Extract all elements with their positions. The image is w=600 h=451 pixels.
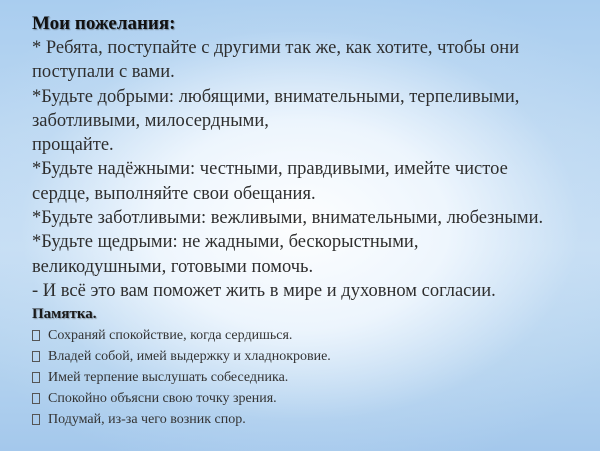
memo-item [32,325,596,346]
wish-line: поступали с вами. [32,62,175,83]
wish-line: *Будьте щедрыми: не жадными, бескорыстными, [32,232,419,253]
wish-line: * Ребята, поступайте с другими так же, как хотите, чтобы они [32,38,520,58]
wish-line: прощайте. [32,135,114,156]
bullet-box-icon [32,330,40,341]
wishes-title: Мои пожелания: [32,13,176,34]
wish-line: заботливыми, милосердными, [32,110,269,131]
wish-line: *Будьте заботливыми: вежливыми, внимательными, любезными. [32,208,544,229]
wish-line: великодушными, готовыми помочь. [32,256,314,277]
bullet-box-icon [32,372,40,383]
memo-item-text: Владей собой, имей выдержку и хладнокровие. [48,349,331,365]
bullet-box-icon [32,351,40,362]
wishes-text [32,36,596,303]
memo-item-text: Сохраняй спокойствие, когда сердишься. [48,328,293,344]
memo-title: Памятка. [32,306,97,323]
wish-line: *Будьте надёжными: честными, правдивыми, имейте чистое [32,159,508,180]
slide-content [32,12,596,430]
memo-item [32,409,596,430]
bullet-box-icon [32,393,40,404]
wish-line: *Будьте добрыми: любящими, внимательными, терпеливыми, [32,86,520,107]
memo-item-text: Имей терпение выслушать собеседника. [48,370,289,386]
wish-line: сердце, выполняйте свои обещания. [32,183,316,204]
memo-item [32,388,596,409]
memo-list [32,325,596,430]
wish-line: - И всё это вам поможет жить в мире и духовном согласии. [32,280,496,301]
memo-item-text: Подумай, из-за чего возник спор. [48,412,246,428]
memo-item [32,346,596,367]
memo-item [32,367,596,388]
bullet-box-icon [32,414,40,425]
memo-item-text: Спокойно объясни свою точку зрения. [48,391,277,407]
